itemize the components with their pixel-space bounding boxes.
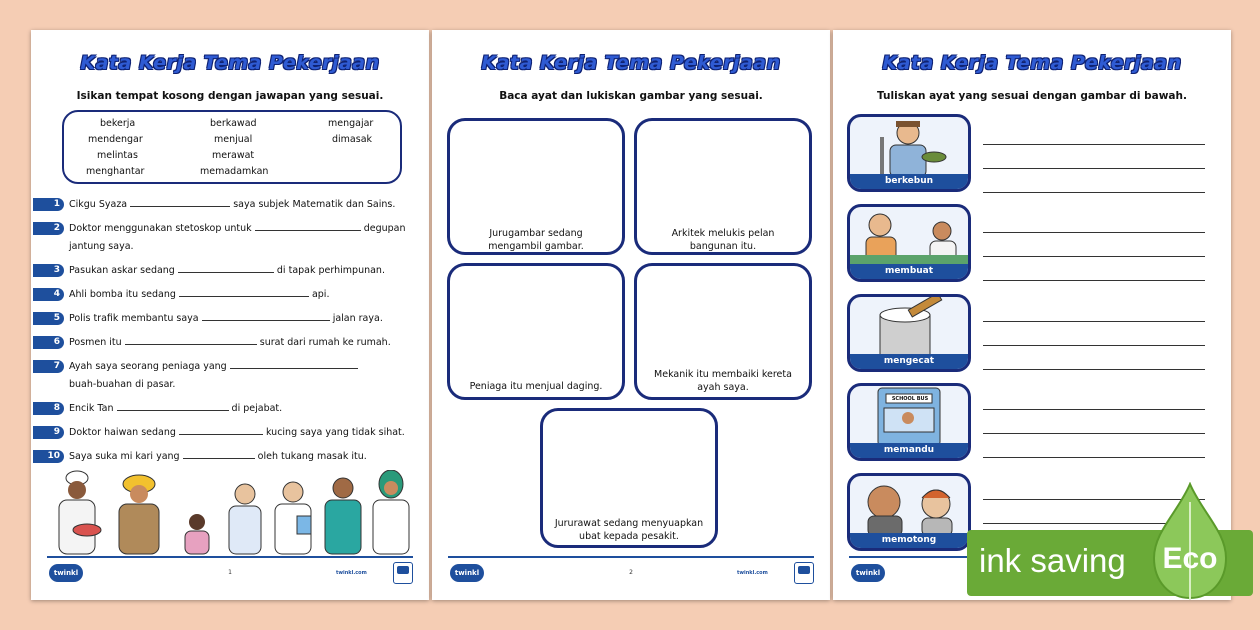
box-caption: Mekanik itu membaiki kereta <box>654 369 792 380</box>
answer-blank[interactable] <box>179 425 263 435</box>
picture-card <box>847 383 971 461</box>
picture-card <box>847 114 971 192</box>
answer-blank[interactable] <box>178 263 274 273</box>
checked-badge-icon <box>794 562 814 584</box>
paint-can-picture <box>850 297 968 357</box>
picture-label: mengecat <box>850 354 968 369</box>
instruction: Tuliskan ayat yang sesuai dengan gambar di bawah. <box>877 90 1187 102</box>
drawing-box[interactable] <box>447 118 625 255</box>
question-text: Pasukan askar sedang <box>69 265 175 276</box>
writing-line[interactable] <box>983 433 1205 434</box>
question-number: 1 <box>33 198 64 211</box>
writing-line[interactable] <box>983 409 1205 410</box>
writing-line[interactable] <box>983 369 1205 370</box>
writing-line[interactable] <box>983 321 1205 322</box>
word-bank-item: mendengar <box>88 134 143 145</box>
haircut-picture <box>850 476 968 536</box>
writing-line[interactable] <box>983 232 1205 233</box>
making-picture <box>850 207 968 267</box>
question-number: 2 <box>33 222 64 235</box>
instruction: Isikan tempat kosong dengan jawapan yang sesuai. <box>76 90 384 102</box>
page-number: 2 <box>629 569 633 576</box>
twinkl-logo: twinkl <box>450 564 484 582</box>
question-text: Ahli bomba itu sedang <box>69 289 176 300</box>
gardener-picture <box>850 117 968 177</box>
word-bank-item: menjual <box>214 134 253 145</box>
answer-blank[interactable] <box>255 221 361 231</box>
writing-line[interactable] <box>983 280 1205 281</box>
question-text: jantung saya. <box>69 241 134 252</box>
eco-label: Eco <box>1162 542 1218 575</box>
writing-line[interactable] <box>983 457 1205 458</box>
question-number: 9 <box>33 426 64 439</box>
page-number: 1 <box>228 569 232 576</box>
question-text: degupan <box>363 223 406 234</box>
box-caption: Peniaga itu menjual daging. <box>469 381 603 392</box>
question-number: 4 <box>33 288 64 301</box>
chef-figure <box>59 471 101 554</box>
question-text: Ayah saya seorang peniaga yang <box>69 361 227 372</box>
drawing-box[interactable] <box>447 263 625 400</box>
word-bank <box>62 110 402 184</box>
question-number: 5 <box>33 312 64 325</box>
word-bank-item: memadamkan <box>200 166 269 177</box>
word-bank-item: bekerja <box>100 118 136 129</box>
word-bank-item: merawat <box>212 150 255 161</box>
word-bank-item: melintas <box>97 150 138 161</box>
question-text: Encik Tan <box>69 403 114 414</box>
picture-card <box>847 294 971 372</box>
question-text: oleh tukang masak itu. <box>257 451 367 462</box>
picture-label: berkebun <box>850 174 968 189</box>
question-text: Polis trafik membantu saya <box>69 313 199 324</box>
writing-line[interactable] <box>983 168 1205 169</box>
drawing-box[interactable] <box>634 118 812 255</box>
writing-line[interactable] <box>983 256 1205 257</box>
bus-sign: SCHOOL BUS <box>891 396 929 402</box>
question-number: 6 <box>33 336 64 349</box>
answer-blank[interactable] <box>183 449 255 459</box>
answer-blank[interactable] <box>130 197 230 207</box>
page-title: Kata Kerja Tema Pekerjaan <box>882 52 1182 74</box>
question-text: buah-buahan di pasar. <box>69 379 176 390</box>
question-text: Doktor menggunakan stetoskop untuk <box>69 223 252 234</box>
question-text: Posmen itu <box>69 337 122 348</box>
doctor-figure <box>275 482 311 554</box>
picture-label: membuat <box>850 264 968 279</box>
vet-figure <box>325 478 361 554</box>
box-caption: Jurugambar sedang <box>489 228 583 239</box>
question-text: jalan raya. <box>332 313 383 324</box>
question-text: surat dari rumah ke rumah. <box>259 337 391 348</box>
page-title: Kata Kerja Tema Pekerjaan <box>80 52 380 74</box>
firefighter-figure <box>119 475 159 554</box>
drawing-box[interactable] <box>540 408 718 548</box>
workers-illustration <box>47 470 417 556</box>
child-figure <box>185 514 209 554</box>
page-title: Kata Kerja Tema Pekerjaan <box>481 52 781 74</box>
answer-blank[interactable] <box>117 401 229 411</box>
question-text: kucing saya yang tidak sihat. <box>265 427 405 438</box>
eco-leaf-icon <box>1152 482 1228 600</box>
ink-saving-text: ink saving <box>979 542 1126 579</box>
box-caption: bangunan itu. <box>689 241 757 252</box>
question-number: 3 <box>33 264 64 277</box>
twinkl-logo: twinkl <box>49 564 83 582</box>
writing-line[interactable] <box>983 192 1205 193</box>
box-caption: ayah saya. <box>697 382 749 393</box>
question-number: 10 <box>33 450 64 463</box>
writing-line[interactable] <box>983 144 1205 145</box>
box-caption: ubat kepada pesakit. <box>579 531 679 542</box>
question-text: saya subjek Matematik dan Sains. <box>233 199 396 210</box>
question-text: di pejabat. <box>231 403 283 414</box>
question-text: di tapak perhimpunan. <box>276 265 385 276</box>
picture-card <box>847 473 971 551</box>
picture-label: memotong <box>850 533 968 548</box>
nurse-figure <box>373 470 409 554</box>
word-bank-item: dimasak <box>332 134 373 145</box>
box-caption: Jururawat sedang menyuapkan <box>554 518 704 529</box>
answer-blank[interactable] <box>202 311 330 321</box>
instruction: Baca ayat dan lukiskan gambar yang sesuai. <box>499 90 763 102</box>
word-bank-item: menghantar <box>86 166 145 177</box>
worksheet-page-1 <box>31 30 429 600</box>
worksheet-page-2 <box>432 30 830 600</box>
question-text: api. <box>311 289 330 300</box>
bus-picture <box>850 386 968 446</box>
twinkl-logo: twinkl <box>851 564 885 582</box>
word-bank-item: mengajar <box>328 118 374 129</box>
checked-badge-icon <box>393 562 413 584</box>
question-text: Saya suka mi kari yang <box>69 451 180 462</box>
answer-blank[interactable] <box>125 335 257 345</box>
writing-line[interactable] <box>983 345 1205 346</box>
word-bank-item: berkawad <box>210 118 257 129</box>
drawing-box[interactable] <box>634 263 812 400</box>
site-url: twinkl.com <box>737 570 768 576</box>
picture-card <box>847 204 971 282</box>
question-text: Cikgu Syaza <box>69 199 128 210</box>
footer-divider <box>47 556 413 558</box>
question-number: 8 <box>33 402 64 415</box>
answer-blank[interactable] <box>179 287 309 297</box>
answer-blank[interactable] <box>230 359 358 369</box>
question-text: Doktor haiwan sedang <box>69 427 176 438</box>
box-caption: mengambil gambar. <box>488 241 584 252</box>
question-number: 7 <box>33 360 64 373</box>
box-caption: Arkitek melukis pelan <box>671 228 775 239</box>
site-url: twinkl.com <box>336 570 367 576</box>
footer-divider <box>448 556 814 558</box>
office-worker-figure <box>229 484 261 554</box>
picture-label: memandu <box>850 443 968 458</box>
